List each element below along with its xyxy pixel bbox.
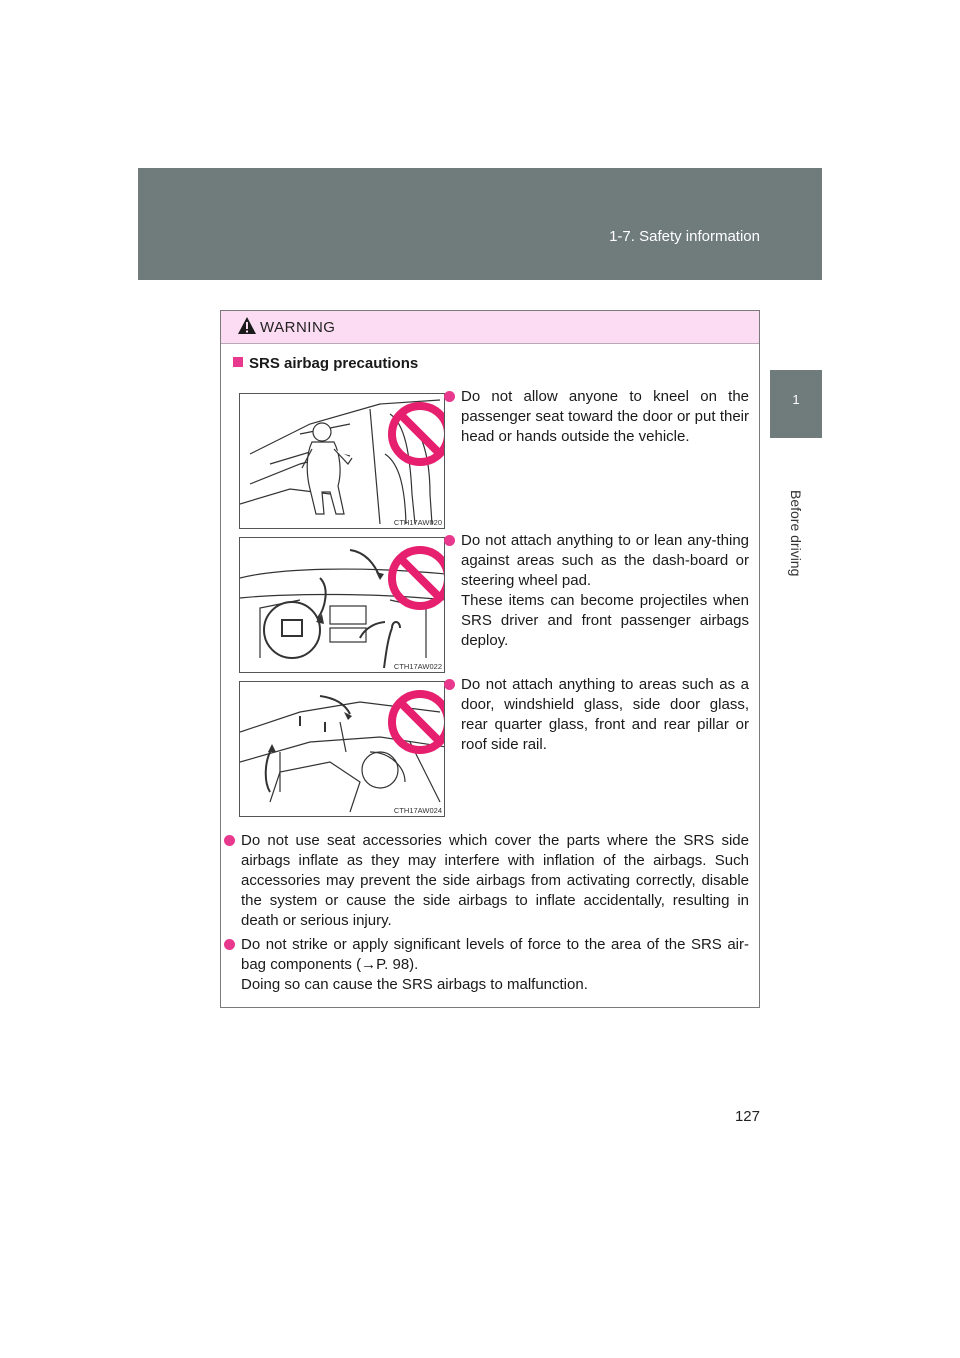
item-text: Do not attach anything to or lean any-thing against areas such as the dash-board or steering wheel pad. xyxy=(461,532,749,589)
section-title: 1-7. Safety information xyxy=(609,228,760,245)
illustration-dashboard xyxy=(239,537,445,673)
item-text: Do not use seat accessories which cover the parts where the SRS side airbags inflate as they may interfere with inflation of the airbags. Such accessories may prevent the side airbags from activating correctly, disable the system or cause the side airbags to inflate accidentally, resulting in death or serious injury. xyxy=(241,832,749,929)
illustration-code: CTH17AW020 xyxy=(393,518,442,527)
subheading-text: SRS airbag precautions xyxy=(249,355,419,372)
square-bullet-icon xyxy=(233,357,243,367)
round-bullet-icon xyxy=(224,835,235,846)
subheading xyxy=(233,355,418,372)
illustration-code: CTH17AW022 xyxy=(393,662,442,671)
header-band xyxy=(138,168,822,280)
warning-item xyxy=(241,935,749,995)
illustration-code: CTH17AW024 xyxy=(393,806,442,815)
warning-item xyxy=(461,531,749,651)
warning-box xyxy=(220,310,760,1008)
round-bullet-icon xyxy=(444,391,455,402)
chapter-label: Before driving xyxy=(788,490,804,577)
round-bullet-icon xyxy=(444,679,455,690)
warning-header xyxy=(221,311,759,344)
warning-item xyxy=(461,387,749,447)
round-bullet-icon xyxy=(444,535,455,546)
chapter-tab xyxy=(770,370,822,438)
interior-icon xyxy=(240,682,445,817)
item-text: Do not strike or apply significant levels of force to the area of the SRS air-bag components (→P. 98). xyxy=(241,936,749,973)
item-note: These items can become projectiles when SRS driver and front passenger airbags deploy. xyxy=(461,592,749,649)
warning-item xyxy=(241,831,749,931)
item-note: Doing so can cause the SRS airbags to malfunction. xyxy=(241,976,588,993)
chapter-number: 1 xyxy=(792,392,800,407)
warning-item xyxy=(461,675,749,755)
kneeling-passenger-icon xyxy=(240,394,445,529)
warning-triangle-icon xyxy=(237,316,257,335)
page-number: 127 xyxy=(734,1108,760,1125)
item-text: Do not allow anyone to kneel on the passenger seat toward the door or put their head or hands outside the vehicle. xyxy=(461,388,749,445)
dashboard-icon xyxy=(240,538,445,673)
illustration-kneeling xyxy=(239,393,445,529)
round-bullet-icon xyxy=(224,939,235,950)
warning-title: WARNING xyxy=(260,319,336,336)
item-text: Do not attach anything to areas such as a door, windshield glass, side door glass, rear quarter glass, front and rear pillar or roof side rail. xyxy=(461,676,749,753)
illustration-interior xyxy=(239,681,445,817)
